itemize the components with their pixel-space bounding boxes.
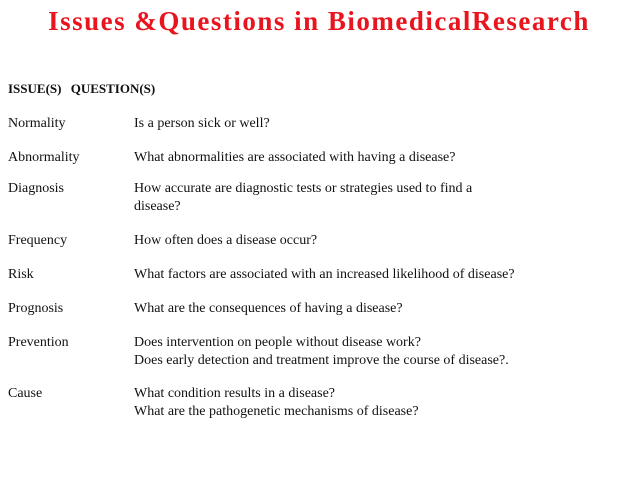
question-text: How often does a disease occur? — [134, 233, 318, 248]
question-cell — [134, 334, 629, 370]
issue-column-header: ISSUE(S) — [8, 81, 62, 96]
question-cell — [134, 300, 629, 318]
page-title: Issues &Questions in BiomedicalResearch — [48, 6, 590, 36]
question-text: What are the pathogenetic mechanisms of disease? — [134, 404, 419, 419]
issue-prevention: Prevention — [8, 335, 69, 350]
issue-risk: Risk — [8, 267, 34, 282]
question-cell — [134, 149, 629, 167]
issue-abnormality: Abnormality — [8, 150, 80, 165]
question-text: Does intervention on people without disease work? — [134, 335, 421, 350]
question-text: What factors are associated with an increased likelihood of disease? — [134, 267, 515, 282]
question-text: Does early detection and treatment improve the course of disease?. — [134, 353, 509, 368]
question-cell — [134, 180, 514, 216]
issue-prognosis: Prognosis — [8, 301, 64, 316]
issue-cause: Cause — [8, 386, 43, 401]
issue-diagnosis: Diagnosis — [8, 181, 64, 196]
question-text: What are the consequences of having a disease? — [134, 301, 403, 316]
issue-frequency: Frequency — [8, 233, 68, 248]
question-text: What abnormalities are associated with having a disease? — [134, 150, 456, 165]
question-cell — [134, 385, 629, 421]
question-cell — [134, 232, 629, 250]
table-header — [8, 81, 161, 97]
question-column-header: QUESTION(S) — [70, 81, 156, 96]
question-text: What condition results in a disease? — [134, 386, 335, 401]
question-text: Is a person sick or well? — [134, 116, 270, 131]
question-text: How accurate are diagnostic tests or strategies used to find a disease? — [134, 181, 473, 214]
question-cell — [134, 115, 629, 133]
issue-normality: Normality — [8, 116, 66, 131]
question-cell — [134, 266, 629, 284]
